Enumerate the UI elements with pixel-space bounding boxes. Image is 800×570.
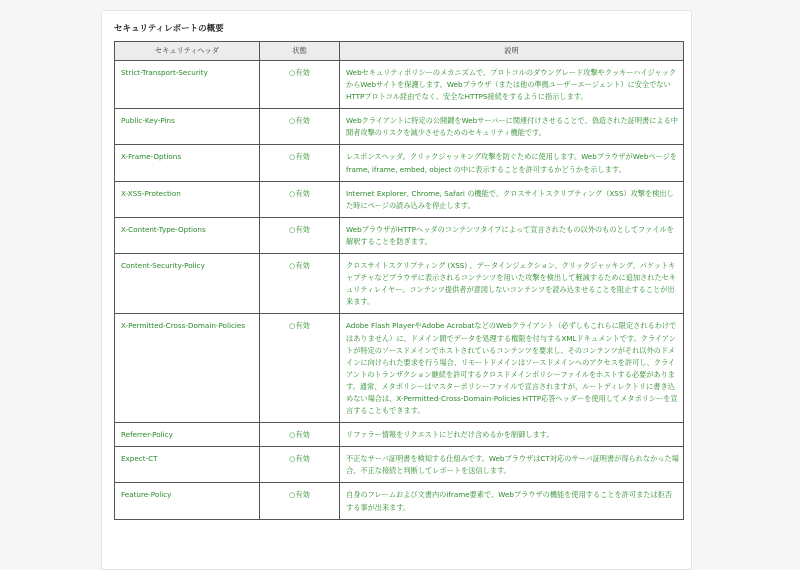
table-row: [115, 145, 684, 181]
description-cell: リファラー情報をリクエストにどれだけ含めるかを制御します。: [340, 423, 684, 447]
header-name-cell: Referrer-Policy: [115, 423, 260, 447]
status-cell: ○有効: [260, 181, 340, 217]
header-name-cell: Strict-Transport-Security: [115, 61, 260, 109]
column-header-description: 説明: [340, 42, 684, 61]
status-cell: ○有効: [260, 314, 340, 423]
description-cell: 自身のフレームおよび文書内のiframe要素で、Webブラウザの機能を使用することを許可または拒否する事が出来ます。: [340, 483, 684, 519]
header-name-cell: X-Frame-Options: [115, 145, 260, 181]
status-cell: ○有効: [260, 109, 340, 145]
table-row: [115, 314, 684, 423]
header-name-cell: Content-Security-Policy: [115, 254, 260, 314]
description-cell: Internet Explorer, Chrome, Safari の機能で、クロスサイトスクリプティング（XSS）攻撃を検出した時にページの読み込みを停止します。: [340, 181, 684, 217]
status-cell: ○有効: [260, 61, 340, 109]
description-cell: レスポンスヘッダ。クリックジャッキング攻撃を防ぐために使用します。WebブラウザがWebページを frame, iframe, embed, object の中に表示することを許可するかどうかを示します。: [340, 145, 684, 181]
column-header-status: 状態: [260, 42, 340, 61]
status-cell: ○有効: [260, 423, 340, 447]
header-name-cell: Public-Key-Pins: [115, 109, 260, 145]
status-cell: ○有効: [260, 483, 340, 519]
table-header-row: [115, 42, 684, 61]
status-cell: ○有効: [260, 254, 340, 314]
description-cell: Adobe Flash PlayerやAdobe AcrobatなどのWebクライアント（必ずしもこれらに限定されるわけではありません）に、ドメイン間でデータを処理する権限を付与するXMLドキュメントです。クライアントが特定のソースドメインでホストされているコンテンツを要求し、そのコンテンツがそれ以外のドメインに向けられた要求を行う場合、リモートドメインはソースドメインへのアクセスを許可し、クライアントのトランザクション継続を許可するクロスドメインポリシーファイルをホストする必要があります。通常、メタポリシーはマスターポリシーファイルで宣言されますが、ルートディレクトリに書き込めない場合は、X-Permitted-Cross-Domain-Policies HTTP応答ヘッダーを使用してメタポリシーを宣言することもできます。: [340, 314, 684, 423]
table-row: [115, 483, 684, 519]
table-row: [115, 423, 684, 447]
status-cell: ○有効: [260, 145, 340, 181]
table-row: [115, 447, 684, 483]
section-title: セキュリティレポートの概要: [114, 24, 224, 34]
table-row: [115, 254, 684, 314]
header-name-cell: X-XSS-Protection: [115, 181, 260, 217]
description-cell: Webセキュリティポリシーのメカニズムで、プロトコルのダウングレード攻撃やクッキーハイジャックからWebサイトを保護します。Webブラウザ（または他の準拠ユーザーエージェント）に安全でないHTTPプロトコル経由でなく、安全なHTTPS接続をするように指示します。: [340, 61, 684, 109]
status-cell: ○有効: [260, 217, 340, 253]
column-header-security-header: セキュリティヘッダ: [115, 42, 260, 61]
header-name-cell: Feature-Policy: [115, 483, 260, 519]
security-report-card: [101, 10, 692, 570]
header-name-cell: Expect-CT: [115, 447, 260, 483]
security-headers-table: [114, 41, 684, 520]
description-cell: クロスサイトスクリプティング (XSS) 、データインジェクション、クリックジャッキング、パケットキャプチャなどブラウザに表示されるコンテンツを用いた攻撃を検出して軽減するために追加されたセキュリティレイヤー。コンテンツ提供者が意図しないコンテンツを読み込ませることを阻止することが出来ます。: [340, 254, 684, 314]
table-row: [115, 181, 684, 217]
description-cell: Webクライアントに特定の公開鍵をWebサーバーに関連付けさせることで、偽造された証明書による中間者攻撃のリスクを減少させるためのセキュリティ機能です。: [340, 109, 684, 145]
header-name-cell: X-Content-Type-Options: [115, 217, 260, 253]
table-row: [115, 61, 684, 109]
table-row: [115, 217, 684, 253]
description-cell: WebブラウザがHTTPヘッダのコンテンツタイプによって宣言されたもの以外のものとしてファイルを解釈することを防ぎます。: [340, 217, 684, 253]
description-cell: 不正なサーバ証明書を検知する仕組みです。WebブラウザはCT対応のサーバ証明書が得られなかった場合、不正な接続と判断してレポートを送信します。: [340, 447, 684, 483]
header-name-cell: X-Permitted-Cross-Domain-Policies: [115, 314, 260, 423]
table-row: [115, 109, 684, 145]
status-cell: ○有効: [260, 447, 340, 483]
